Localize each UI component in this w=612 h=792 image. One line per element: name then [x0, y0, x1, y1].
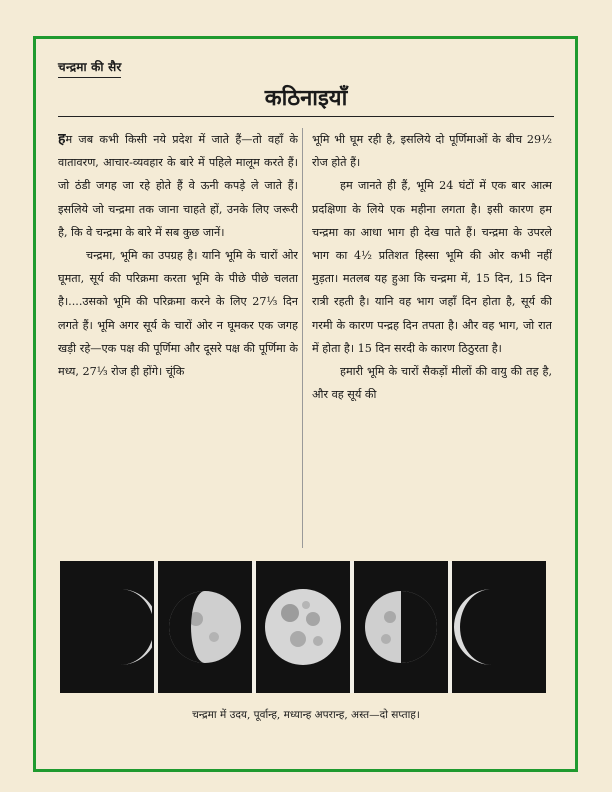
- left-paragraph-1: हम जब कभी किसी नये प्रदेश में जाते हैं—तो वहाँ के वातावरण, आचार-व्यवहार के बारे में पहिले मालूम करते हैं। जो ठंडी जगह जा रहे होते हैं वे ऊनी कपड़े ले जाते हैं। इसलिये जो चन्द्रमा तक जाना चाहते हों, उनके लिए जरूरी है, कि वे चन्द्रमा के बारे में सब कुछ जानें।: [58, 131, 298, 239]
- right-column: [312, 128, 552, 558]
- photo-caption: चन्द्रमा में उदय, पूर्वान्ह, मध्यान्ह अपरान्ह, अस्त—दो सप्ताह।: [192, 709, 420, 721]
- right-paragraph-2: हम जानते ही हैं, भूमि 24 घंटों में एक बार आत्म प्रदक्षिणा के लिये एक महीना लगता है। इसी कारण हम चन्द्रमा का आधा भाग ही देख पाते हैं। चन्द्रमा के उपरले भाग का 4½ प्रतिशत हिस्सा भूमि की ओर कभी नहीं मुड़ता। मतलब यह हुआ कि चन्द्रमा में, 15 दिन, 15 दिन रात्री रहती है। यानि वह भाग जहाँ दिन होता है, सूर्य की गरमी के कारण पन्द्रह दिन तपता है। और वह भाग, जो रात में होता है। 15 दिन सरदी के कारण ठिठुरता है।: [312, 179, 552, 355]
- section-header: चन्द्रमा की सैर: [58, 58, 121, 78]
- moon-thin-crescent-icon: [454, 567, 544, 687]
- moon-full-icon: [258, 567, 348, 687]
- moon-half-icon: [356, 567, 446, 687]
- moon-gibbous-icon: [160, 567, 250, 687]
- moon-phase-gibbous-photo: [158, 561, 252, 693]
- moon-phase-half-photo: [354, 561, 448, 693]
- right-paragraph-1: भूमि भी घूम रही है, इसलिये दो पूर्णिमाओं के बीच 29½ रोज होते हैं।: [312, 133, 552, 170]
- title-rule: [58, 116, 554, 117]
- moon-phase-crescent-photo: [60, 561, 154, 693]
- left-paragraph-2: चन्द्रमा, भूमि का उपग्रह है। यानि भूमि के चारों ओर घूमता, सूर्य की परिक्रमा करता भूमि के पीछे पीछे चलता है।....उसको भूमि की परिक्रमा करने के लिए 27⅓ दिन लगते हैं। भूमि अगर सूर्य के चारों ओर न घूमकर एक जगह खड़ी रहे—एक पक्ष की पूर्णिमा और दूसरे पक्ष की पूर्णिमा के मध्य, 27⅓ रोज ही होंगे। चूंकि: [58, 249, 298, 379]
- left-column: [58, 128, 298, 558]
- moon-phase-full-photo: [256, 561, 350, 693]
- moon-phase-photo-strip: [60, 561, 546, 693]
- moon-phase-thin-crescent-photo: [452, 561, 546, 693]
- page-title: कठिनाइयाँ: [264, 85, 348, 111]
- column-divider: [302, 128, 303, 548]
- right-paragraph-3: हमारी भूमि के चारों सैकड़ों मीलों की वायु की तह है, और वह सूर्य की: [312, 365, 552, 402]
- moon-crescent-icon: [62, 567, 152, 687]
